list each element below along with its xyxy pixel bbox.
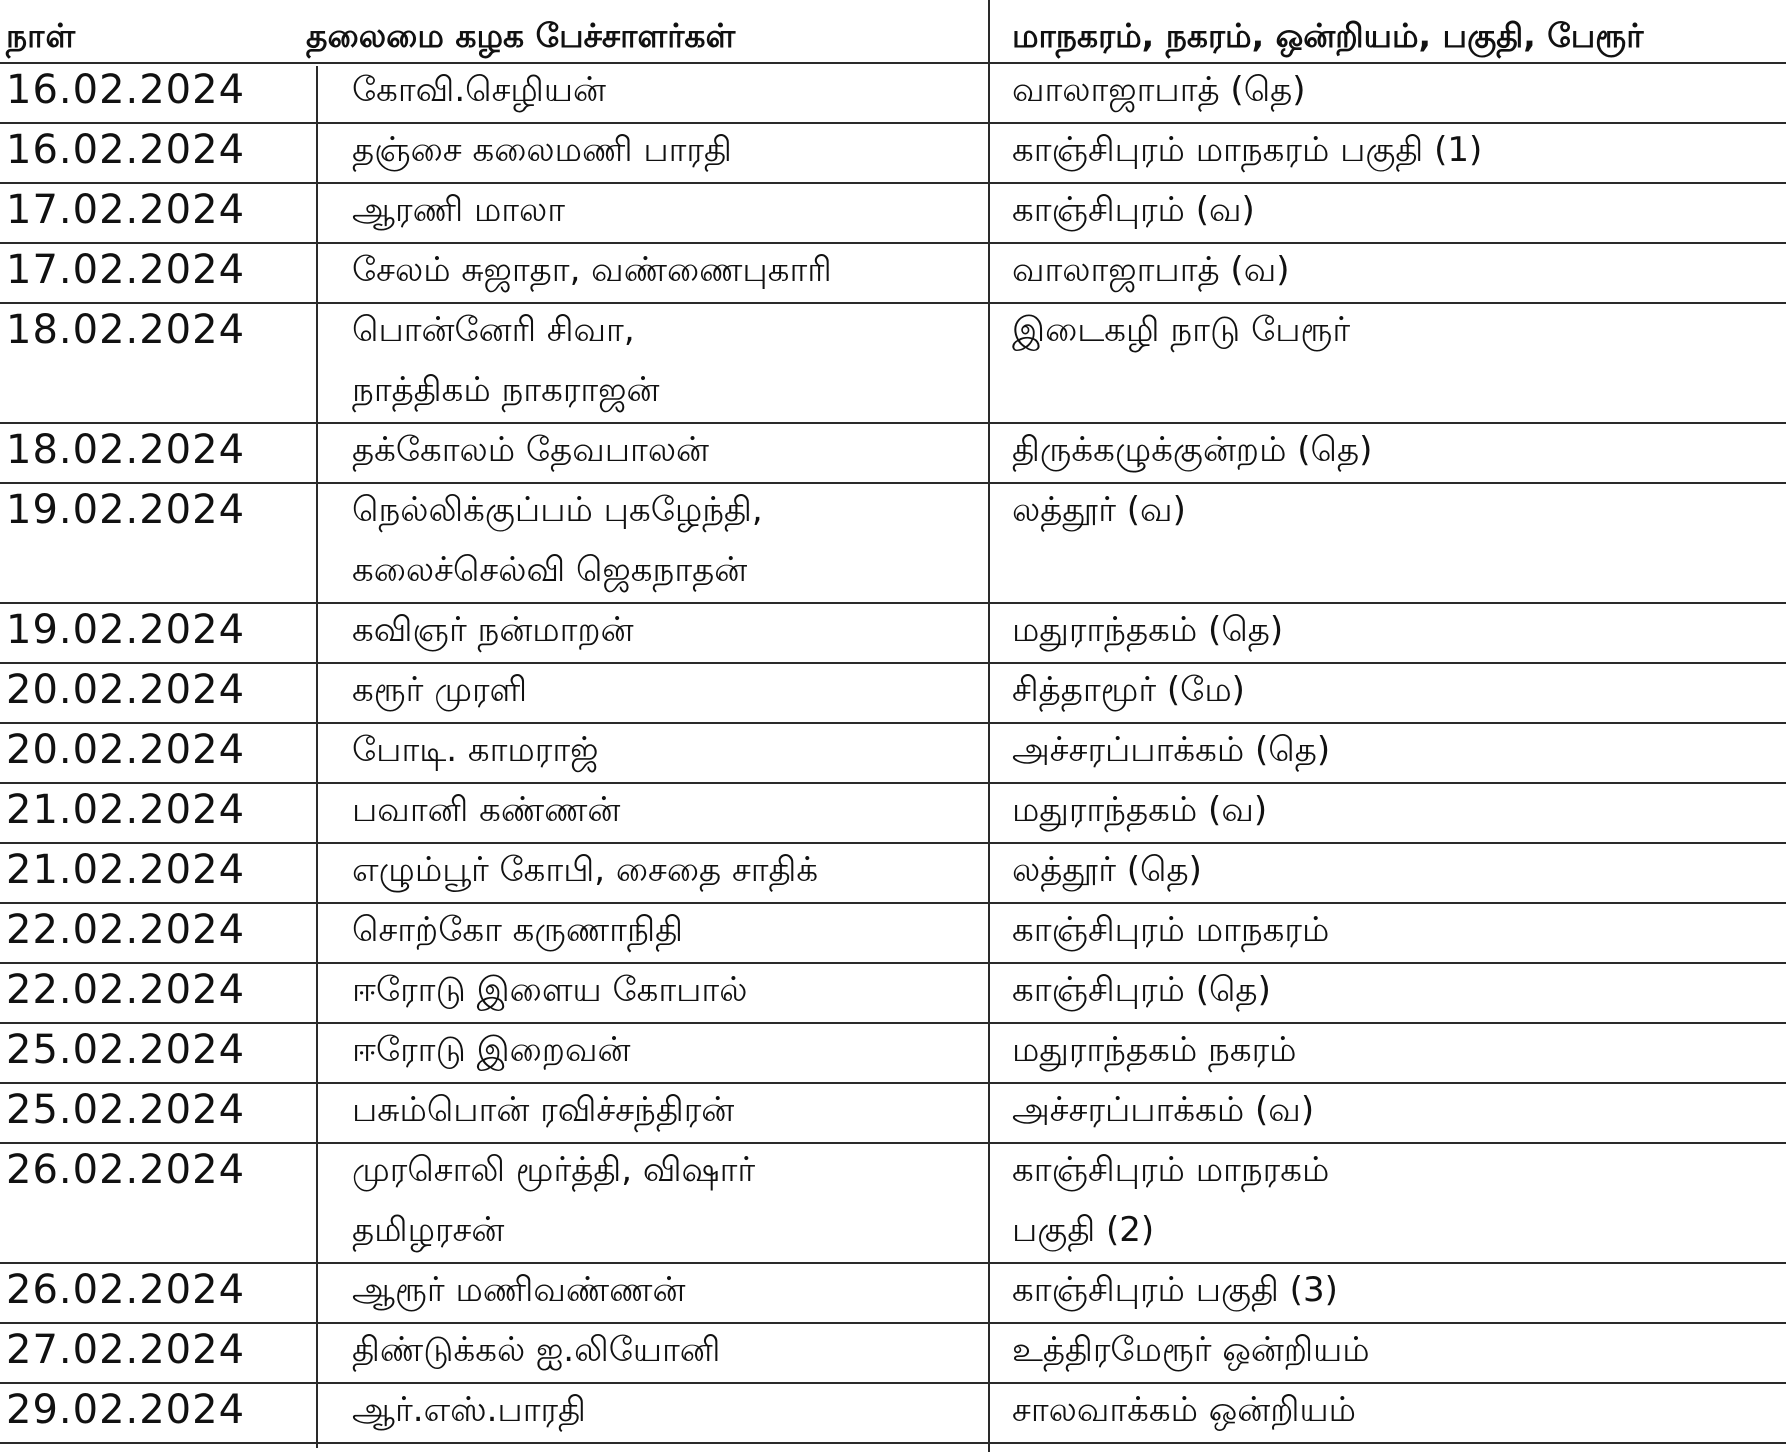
row-place <box>1012 1020 1297 1080</box>
row-speakers-line: பவானி கண்ணன் <box>352 790 621 830</box>
row-speakers-line: கலைச்செல்வி ஜெகநாதன் <box>352 550 748 590</box>
row-date: 18.02.2024 <box>6 427 246 473</box>
row-speakers-line: பொன்னேரி சிவா, <box>352 310 635 350</box>
row-place-line: திருக்கழுக்குன்றம் (தெ) <box>1012 430 1373 470</box>
row-place-line: உத்திரமேரூர் ஒன்றியம் <box>1012 1330 1370 1370</box>
row-place-line: லத்தூர் (தெ) <box>1012 850 1202 890</box>
row-place-line: மதுராந்தகம் நகரம் <box>1012 1030 1297 1070</box>
row-place <box>1012 1080 1314 1140</box>
row-place <box>1012 120 1482 180</box>
row-date: 21.02.2024 <box>6 847 246 893</box>
row-speakers-line: தமிழரசன் <box>352 1210 505 1250</box>
row-place-line: மதுராந்தகம் (தெ) <box>1012 610 1284 650</box>
row-speakers-line: நாத்திகம் நாகராஜன் <box>352 370 660 410</box>
row-place <box>1012 660 1245 720</box>
row-date: 25.02.2024 <box>6 1087 246 1133</box>
table-row <box>0 304 1786 424</box>
row-date: 17.02.2024 <box>6 187 246 233</box>
row-place <box>1012 420 1372 480</box>
header-place: மாநகரம், நகரம், ஒன்றியம், பகுதி, பேரூர் <box>1012 16 1644 55</box>
row-place <box>1012 900 1329 960</box>
row-place-line: காஞ்சிபுரம் மாநகரம் பகுதி (1) <box>1012 130 1483 170</box>
row-speakers-line: ஆர்.எஸ்.பாரதி <box>352 1390 586 1430</box>
row-speakers-line: திண்டுக்கல் ஐ.லியோனி <box>352 1330 721 1370</box>
row-date: 22.02.2024 <box>6 907 246 953</box>
row-date: 20.02.2024 <box>6 727 246 773</box>
row-place <box>1012 300 1350 360</box>
row-place <box>1012 480 1186 540</box>
row-date: 17.02.2024 <box>6 247 246 293</box>
table-header-row <box>0 0 1786 64</box>
row-speakers <box>352 840 818 900</box>
table-row <box>0 1024 1786 1084</box>
row-date: 26.02.2024 <box>6 1147 246 1193</box>
row-place-line: அச்சரப்பாக்கம் (தெ) <box>1012 730 1331 770</box>
table-row <box>0 844 1786 904</box>
table-row <box>0 1264 1786 1324</box>
row-speakers <box>352 1380 586 1440</box>
row-place <box>1012 240 1290 300</box>
row-speakers-line: ஆரூர் மணிவண்ணன் <box>352 1270 686 1310</box>
row-place <box>1012 180 1255 240</box>
table-row <box>0 784 1786 844</box>
column-divider-date <box>316 66 318 1448</box>
row-date: 29.02.2024 <box>6 1387 246 1433</box>
row-place-line: லத்தூர் (வ) <box>1012 490 1186 530</box>
row-date: 18.02.2024 <box>6 307 246 353</box>
row-place-line: காஞ்சிபுரம் (தெ) <box>1012 970 1271 1010</box>
row-speakers-line: நெல்லிக்குப்பம் புகழேந்தி, <box>352 490 763 530</box>
table-row <box>0 724 1786 784</box>
row-speakers-line: ஈரோடு இளைய கோபால் <box>352 970 748 1010</box>
row-speakers-line: போடி. காமராஜ் <box>352 730 599 770</box>
table-row <box>0 124 1786 184</box>
row-date: 16.02.2024 <box>6 67 246 113</box>
row-date: 21.02.2024 <box>6 787 246 833</box>
row-place <box>1012 960 1271 1020</box>
row-speakers-line: சேலம் சுஜாதா, வண்ணைபுகாரி <box>352 250 832 290</box>
row-speakers <box>352 1080 734 1140</box>
row-place <box>1012 600 1283 660</box>
row-date: 25.02.2024 <box>6 1027 246 1073</box>
row-speakers-line: பசும்பொன் ரவிச்சந்திரன் <box>352 1090 735 1130</box>
row-date: 22.02.2024 <box>6 967 246 1013</box>
row-speakers-line: தஞ்சை கலைமணி பாரதி <box>352 130 732 170</box>
table-row <box>0 1084 1786 1144</box>
table-row <box>0 244 1786 304</box>
row-place-line: வாலாஜாபாத் (தெ) <box>1012 70 1306 110</box>
row-place-line: வாலாஜாபாத் (வ) <box>1012 250 1290 290</box>
table-row <box>0 424 1786 484</box>
table-row <box>0 184 1786 244</box>
row-speakers <box>352 1140 755 1260</box>
row-speakers <box>352 1260 685 1320</box>
table-body <box>0 64 1786 1444</box>
table-row <box>0 904 1786 964</box>
table-row <box>0 964 1786 1024</box>
table-row <box>0 604 1786 664</box>
row-date: 27.02.2024 <box>6 1327 246 1373</box>
row-place <box>1012 1380 1356 1440</box>
table-row <box>0 1144 1786 1264</box>
row-place-line: சாலவாக்கம் ஒன்றியம் <box>1012 1390 1357 1430</box>
row-speakers-line: ஈரோடு இறைவன் <box>352 1030 631 1070</box>
table-row <box>0 1324 1786 1384</box>
row-speakers <box>352 960 747 1020</box>
table-row <box>0 484 1786 604</box>
row-place-line: காஞ்சிபுரம் பகுதி (3) <box>1012 1270 1338 1310</box>
row-speakers <box>352 120 732 180</box>
table-row <box>0 1384 1786 1444</box>
row-place <box>1012 720 1330 780</box>
row-place-line: பகுதி (2) <box>1012 1210 1155 1250</box>
row-place <box>1012 780 1267 840</box>
row-speakers-line: ஆரணி மாலா <box>352 190 566 230</box>
row-speakers <box>352 780 620 840</box>
row-place <box>1012 1140 1329 1260</box>
row-place-line: காஞ்சிபுரம் (வ) <box>1012 190 1255 230</box>
row-speakers <box>352 240 832 300</box>
row-speakers-line: எழும்பூர் கோபி, சைதை சாதிக் <box>352 850 819 890</box>
row-speakers <box>352 480 763 600</box>
row-speakers <box>352 660 527 720</box>
row-place <box>1012 60 1306 120</box>
row-date: 26.02.2024 <box>6 1267 246 1313</box>
row-speakers <box>352 720 598 780</box>
row-speakers <box>352 60 606 120</box>
row-speakers-line: தக்கோலம் தேவபாலன் <box>352 430 710 470</box>
row-place-line: அச்சரப்பாக்கம் (வ) <box>1012 1090 1315 1130</box>
row-date: 19.02.2024 <box>6 487 246 533</box>
row-date: 19.02.2024 <box>6 607 246 653</box>
row-place <box>1012 840 1202 900</box>
row-speakers-line: சொற்கோ கருணாநிதி <box>352 910 683 950</box>
row-place-line: இடைகழி நாடு பேரூர் <box>1012 310 1351 350</box>
row-speakers <box>352 420 709 480</box>
row-place-line: காஞ்சிபுரம் மாநரகம் <box>1012 1150 1330 1190</box>
row-speakers <box>352 1320 720 1380</box>
table-row <box>0 64 1786 124</box>
table-row <box>0 664 1786 724</box>
row-speakers <box>352 900 683 960</box>
row-place-line: மதுராந்தகம் (வ) <box>1012 790 1268 830</box>
row-place <box>1012 1320 1370 1380</box>
row-date: 16.02.2024 <box>6 127 246 173</box>
header-speakers: தலைமை கழக பேச்சாளர்கள் <box>306 16 736 55</box>
row-date: 20.02.2024 <box>6 667 246 713</box>
row-place <box>1012 1260 1338 1320</box>
header-date: நாள் <box>6 16 77 55</box>
row-speakers-line: கோவி.செழியன் <box>352 70 607 110</box>
row-speakers-line: கரூர் முரளி <box>352 670 528 710</box>
row-speakers <box>352 180 565 240</box>
row-place-line: காஞ்சிபுரம் மாநகரம் <box>1012 910 1330 950</box>
row-speakers <box>352 600 634 660</box>
row-speakers-line: முரசொலி மூர்த்தி, விஷார் <box>352 1150 756 1190</box>
column-divider-place <box>988 0 990 1452</box>
row-speakers <box>352 1020 631 1080</box>
row-speakers <box>352 300 659 420</box>
row-place-line: சித்தாமூர் (மே) <box>1012 670 1245 710</box>
row-speakers-line: கவிஞர் நன்மாறன் <box>352 610 634 650</box>
